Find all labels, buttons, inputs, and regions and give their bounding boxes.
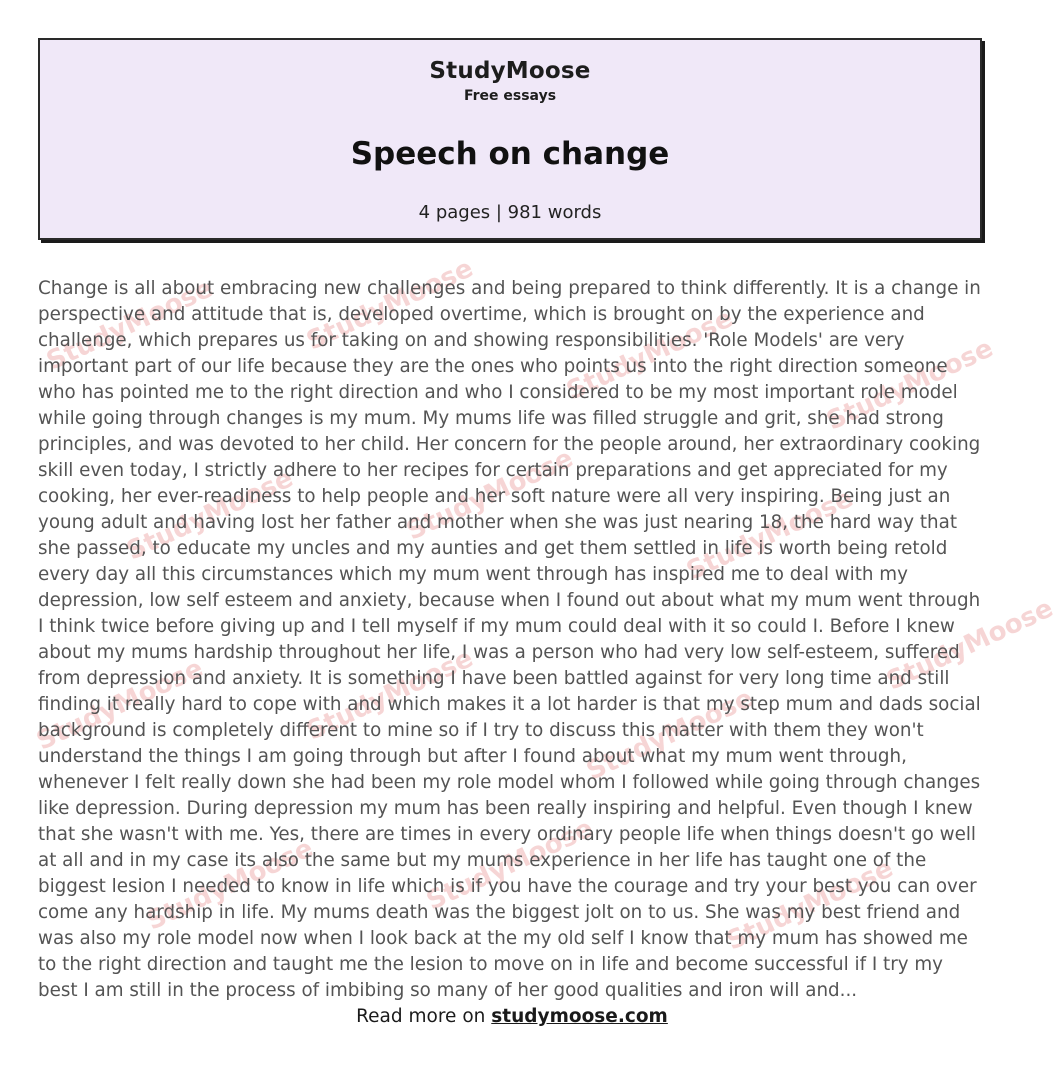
essay-excerpt: Change is all about embracing new challenges and being prepared to think differently. It is a change in perspective and attitude that is, developed overtime, which is brought on by the experience and challenge, which prepares us for taking on and showing responsibilities. 'Role Models' are very important part of our life because they are the ones who points us into the right direction someone who has pointed me to the right direction and who I considered to be my most important role model while going through changes is my mum. My mums life was filled struggle and grit, she had strong principles, and was devoted to her child. Her concern for the people around, her extraordinary cooking skill even today, I strictly adhere to her recipes for certain preparations and get appreciated for my cooking, her ever-readiness to help people and her soft nature were all very inspiring. Being just an young adult and having lost her father and mother when she was just nearing 18, the hard way that she passed, to educate my uncles and my aunties and get them settled in life is worth being retold every day all this circumstances which my mum went through has inspired me to deal with my depression, low self esteem and anxiety, because when I found out about what my mum went through I think twice before giving up and I tell myself if my mum could deal with it so could I. Before I knew about my mums hardship throughout her life, I was a person who had very low self-esteem, suffered from depression and anxiety. It is something I have been battled against for very long time and still finding it really hard to cope with and which makes it a lot harder is that my step mum and dads social background is completely different to mine so if I try to discuss this matter with them they won't understand the things I am going through but after I found about what my mum went through, whenever I felt really down she had been my role model whom I followed while going through changes like depression. During depression my mum has been really inspiring and helpful. Even though I knew that she wasn't with me. Yes, there are times in every ordinary people life when things doesn't go well at all and in my case its also the same but my mums experience in her life has taught one of the biggest lesion I needed to know in life which is if you have the courage and try your best you can over come any hardship in life. My mums death was the biggest jolt on to us. She was my best friend and was also my role model now when I look back at the my old self I know that my mum has showed me to the right direction and taught me the lesion to move on in life and become successful if I try my best I am still in the process of imbibing so many of her good qualities and iron will and... [38,278,981,1001]
essay-meta: 4 pages | 981 words [418,202,602,223]
read-more-line [0,1006,1024,1027]
watermark-layer: StudyMoose StudyMoose StudyMoose StudyMoose StudyMoose StudyMoose StudyMoose StudyMoose StudyMoose StudyMoose StudyMoose StudyMoose StudyMoose StudyMoose [32,253,1058,957]
brand-logo: StudyMoose [429,58,591,84]
page-title: Speech on change [350,136,670,172]
essay-header-card [38,38,982,240]
read-more-prefix: Read more on [356,1006,486,1027]
brand-tagline: Free essays [463,88,557,104]
studymoose-link[interactable]: studymoose.com [491,1006,668,1027]
